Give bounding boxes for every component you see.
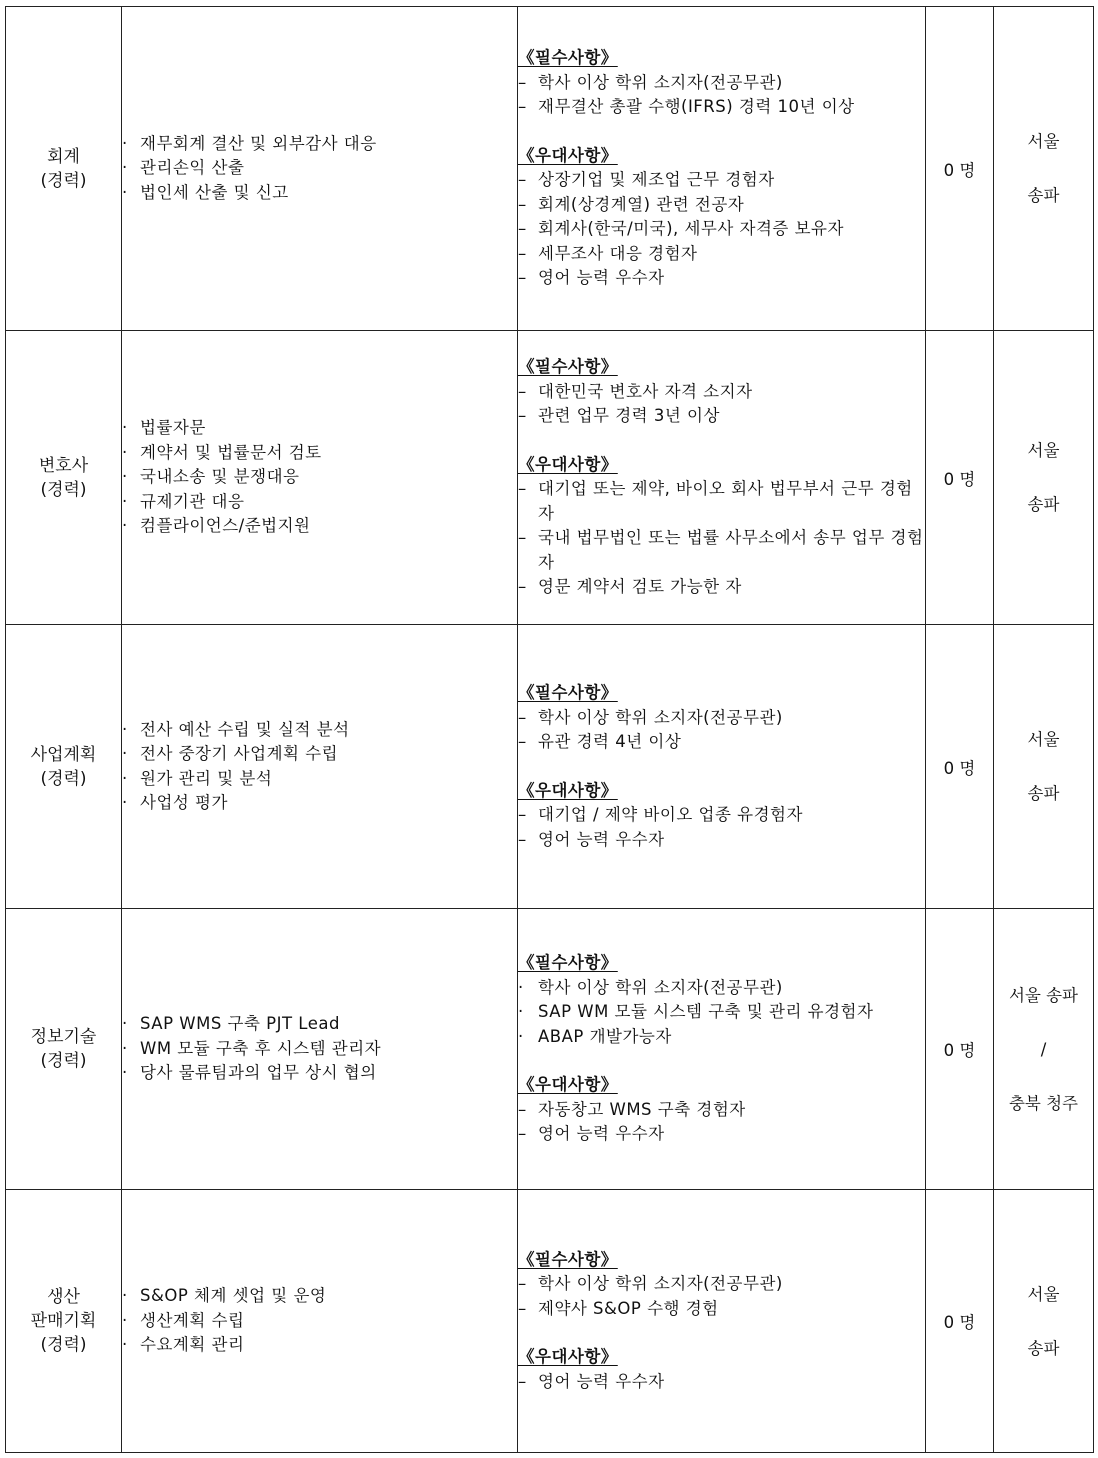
duty-item bbox=[122, 767, 517, 792]
preferred-item bbox=[518, 1370, 925, 1395]
item-marker: – bbox=[518, 1099, 527, 1119]
duty-text: 전사 중장기 사업계획 수립 bbox=[140, 744, 339, 763]
duty-item bbox=[122, 742, 517, 767]
section-gap bbox=[518, 1049, 925, 1073]
duty-item bbox=[122, 441, 517, 466]
duty-item bbox=[122, 490, 517, 515]
bullet-dot: · bbox=[122, 793, 128, 812]
job-row bbox=[6, 7, 1094, 331]
item-text: 학사 이상 학위 소지자(전공무관) bbox=[538, 977, 783, 997]
required-item bbox=[518, 1297, 925, 1322]
duty-item bbox=[122, 465, 517, 490]
item-text: 영어 능력 우수자 bbox=[538, 829, 665, 849]
required-item bbox=[518, 380, 925, 405]
bullet-dot: · bbox=[122, 1286, 128, 1306]
item-marker: · bbox=[518, 977, 524, 997]
headcount: 0 명 bbox=[943, 469, 976, 489]
item-text: 유관 경력 4년 이상 bbox=[538, 732, 682, 751]
duty-text: 국내소송 및 분쟁대응 bbox=[140, 467, 300, 487]
duty-item bbox=[122, 1037, 517, 1062]
bullet-dot: · bbox=[122, 182, 128, 202]
item-text: 영문 계약서 검토 가능한 자 bbox=[538, 577, 742, 597]
item-text: 학사 이상 학위 소지자(전공무관) bbox=[538, 707, 783, 727]
duty-item bbox=[122, 791, 517, 816]
job-title-line: (경력) bbox=[40, 1051, 87, 1071]
location-line: 송파 bbox=[1027, 784, 1060, 803]
duty-item bbox=[122, 1012, 517, 1037]
item-marker: – bbox=[518, 479, 527, 499]
item-marker: – bbox=[518, 381, 527, 401]
duty-text: 전사 예산 수립 및 실적 분석 bbox=[140, 719, 350, 739]
item-text: 학사 이상 학위 소지자(전공무관) bbox=[538, 72, 783, 92]
bullet-dot: · bbox=[122, 744, 128, 763]
job-title-cell bbox=[6, 7, 122, 331]
duty-text: 법인세 산출 및 신고 bbox=[140, 182, 289, 202]
requirements-cell bbox=[518, 7, 926, 331]
job-title-cell bbox=[6, 625, 122, 909]
job-title-line: 판매기획 bbox=[30, 1311, 97, 1331]
required-heading: 《필수사항》 bbox=[518, 953, 618, 973]
duty-text: 컴플라이언스/준법지원 bbox=[140, 516, 311, 536]
duty-item bbox=[122, 1333, 517, 1358]
section-gap bbox=[518, 429, 925, 453]
location-line: 송파 bbox=[1027, 495, 1060, 514]
item-text: 회계사(한국/미국), 세무사 자격증 보유자 bbox=[538, 219, 844, 239]
duty-item bbox=[122, 181, 517, 206]
location-cell bbox=[994, 331, 1094, 625]
location-line: 충북 청주 bbox=[1008, 1093, 1078, 1113]
item-text: 상장기업 및 제조업 근무 경험자 bbox=[538, 170, 775, 190]
bullet-dot: · bbox=[122, 1063, 128, 1083]
duties-cell bbox=[122, 7, 518, 331]
preferred-item bbox=[518, 828, 925, 853]
section-gap bbox=[518, 120, 925, 144]
duty-text: SAP WMS 구축 PJT Lead bbox=[140, 1014, 340, 1034]
job-row bbox=[6, 909, 1094, 1190]
duty-text: 수요계획 관리 bbox=[140, 1335, 245, 1355]
location-cell bbox=[994, 1190, 1094, 1453]
duty-item bbox=[122, 156, 517, 181]
location-spacer bbox=[994, 753, 1093, 780]
item-marker: – bbox=[518, 268, 527, 288]
job-title-line: 변호사 bbox=[38, 455, 89, 476]
bullet-dot: · bbox=[122, 1014, 128, 1034]
required-heading: 《필수사항》 bbox=[518, 48, 618, 68]
duty-text: 재무회계 결산 및 외부감사 대응 bbox=[140, 133, 377, 153]
duty-item bbox=[122, 718, 517, 743]
bullet-dot: · bbox=[122, 158, 128, 178]
location-cell bbox=[994, 7, 1094, 331]
duty-item bbox=[122, 416, 517, 441]
duty-text: 관리손익 산출 bbox=[140, 158, 245, 178]
bullet-dot: · bbox=[122, 719, 128, 739]
job-title-line: (경력) bbox=[40, 479, 87, 500]
job-title-line: 사업계획 bbox=[30, 744, 97, 765]
location-line: 서울 송파 bbox=[1008, 985, 1078, 1005]
duty-item bbox=[122, 1284, 517, 1309]
location-line: 송파 bbox=[1027, 1338, 1060, 1358]
section-gap bbox=[518, 1321, 925, 1345]
job-row bbox=[6, 331, 1094, 625]
item-marker: – bbox=[518, 707, 527, 727]
duties-cell bbox=[122, 625, 518, 909]
item-text: 재무결산 총괄 수행(IFRS) 경력 10년 이상 bbox=[538, 97, 855, 117]
bullet-dot: · bbox=[122, 516, 128, 536]
duty-text: 원가 관리 및 분석 bbox=[140, 768, 273, 788]
item-marker: – bbox=[518, 829, 527, 849]
item-marker: – bbox=[518, 194, 527, 214]
item-marker: – bbox=[518, 1298, 527, 1318]
bullet-dot: · bbox=[122, 442, 128, 462]
duty-text: 사업성 평가 bbox=[140, 793, 228, 812]
required-item bbox=[518, 1025, 925, 1050]
headcount-cell bbox=[926, 7, 994, 331]
item-text: 세무조사 대응 경험자 bbox=[538, 243, 698, 263]
preferred-item bbox=[518, 193, 925, 218]
location-line: 송파 bbox=[1027, 186, 1060, 205]
bullet-dot: · bbox=[122, 1335, 128, 1355]
item-marker: – bbox=[518, 577, 527, 597]
headcount-cell bbox=[926, 909, 994, 1190]
location-cell bbox=[994, 625, 1094, 909]
item-marker: – bbox=[518, 170, 527, 190]
item-text: 대기업 / 제약 바이오 업종 유경험자 bbox=[538, 805, 803, 824]
item-marker: – bbox=[518, 243, 527, 263]
item-text: 영어 능력 우수자 bbox=[538, 268, 665, 288]
duty-item bbox=[122, 1309, 517, 1334]
preferred-item bbox=[518, 217, 925, 242]
item-text: 국내 법무법인 또는 법률 사무소에서 송무 업무 경험 자 bbox=[538, 528, 924, 572]
job-title-line: (경력) bbox=[40, 170, 87, 191]
headcount-cell bbox=[926, 331, 994, 625]
item-marker: – bbox=[518, 805, 527, 824]
job-title-line: (경력) bbox=[40, 1335, 87, 1355]
item-text: 자동창고 WMS 구축 경험자 bbox=[538, 1099, 746, 1119]
required-item bbox=[518, 404, 925, 429]
job-title-cell bbox=[6, 1190, 122, 1453]
job-table bbox=[5, 6, 1094, 1453]
location-spacer bbox=[994, 155, 1093, 182]
requirements-cell bbox=[518, 331, 926, 625]
item-text: 회계(상경계열) 관련 전공자 bbox=[538, 194, 745, 214]
item-marker: – bbox=[518, 1371, 527, 1391]
bullet-dot: · bbox=[122, 1310, 128, 1330]
required-heading: 《필수사항》 bbox=[518, 683, 618, 702]
requirements-cell bbox=[518, 625, 926, 909]
section-gap bbox=[518, 755, 925, 779]
location-cell bbox=[994, 909, 1094, 1190]
item-marker: – bbox=[518, 732, 527, 751]
item-text: 학사 이상 학위 소지자(전공무관) bbox=[538, 1274, 783, 1294]
location-spacer bbox=[994, 1308, 1093, 1335]
preferred-item bbox=[518, 242, 925, 267]
bullet-dot: · bbox=[122, 491, 128, 511]
required-item bbox=[518, 976, 925, 1001]
duty-item bbox=[122, 1061, 517, 1086]
item-text: 대기업 또는 제약, 바이오 회사 법무부서 근무 경험자 bbox=[538, 479, 913, 523]
item-marker: – bbox=[518, 1124, 527, 1144]
job-row bbox=[6, 625, 1094, 909]
headcount-cell bbox=[926, 1190, 994, 1453]
job-row bbox=[6, 1190, 1094, 1453]
item-marker: – bbox=[518, 219, 527, 239]
item-text: 영어 능력 우수자 bbox=[538, 1371, 665, 1391]
job-title-cell bbox=[6, 909, 122, 1190]
location-line: 서울 bbox=[1027, 441, 1060, 460]
preferred-item bbox=[518, 168, 925, 193]
item-text: SAP WM 모듈 시스템 구축 및 관리 유경험자 bbox=[538, 1002, 874, 1022]
location-spacer bbox=[994, 1063, 1093, 1090]
bullet-dot: · bbox=[122, 1038, 128, 1058]
duty-text: 규제기관 대응 bbox=[140, 491, 245, 511]
required-item bbox=[518, 1000, 925, 1025]
location-line: 서울 bbox=[1027, 1284, 1060, 1304]
bullet-dot: · bbox=[122, 768, 128, 788]
item-marker: – bbox=[518, 72, 527, 92]
item-marker: · bbox=[518, 1002, 524, 1022]
item-marker: – bbox=[518, 1274, 527, 1294]
job-title-line: (경력) bbox=[40, 768, 87, 789]
item-text: 대한민국 변호사 자격 소지자 bbox=[538, 381, 753, 401]
duty-text: WM 모듈 구축 후 시스템 관리자 bbox=[140, 1038, 382, 1058]
duty-text: 당사 물류팀과의 업무 상시 협의 bbox=[140, 1063, 377, 1083]
duty-text: 생산계획 수립 bbox=[140, 1310, 245, 1330]
required-item bbox=[518, 706, 925, 731]
preferred-item bbox=[518, 803, 925, 828]
preferred-item bbox=[518, 477, 925, 526]
item-text: 관련 업무 경력 3년 이상 bbox=[538, 406, 720, 426]
job-title-line: 생산 bbox=[47, 1287, 80, 1307]
preferred-heading: 《우대사항》 bbox=[518, 454, 618, 474]
required-item bbox=[518, 95, 925, 120]
preferred-heading: 《우대사항》 bbox=[518, 1075, 618, 1095]
job-title-line: 회계 bbox=[47, 146, 80, 167]
item-marker: – bbox=[518, 97, 527, 117]
headcount: 0 명 bbox=[943, 758, 976, 778]
item-text: ABAP 개발가능자 bbox=[538, 1026, 672, 1046]
item-marker: – bbox=[518, 406, 527, 426]
required-item bbox=[518, 71, 925, 96]
headcount: 0 명 bbox=[943, 160, 976, 180]
job-title-line: 정보기술 bbox=[30, 1027, 97, 1047]
requirements-cell bbox=[518, 1190, 926, 1453]
location-line: 서울 bbox=[1027, 730, 1060, 749]
duties-cell bbox=[122, 331, 518, 625]
duty-text: 계약서 및 법률문서 검토 bbox=[140, 442, 322, 462]
item-marker: – bbox=[518, 528, 527, 548]
item-text: 제약사 S&OP 수행 경험 bbox=[538, 1298, 719, 1318]
preferred-heading: 《우대사항》 bbox=[518, 1347, 618, 1367]
preferred-item bbox=[518, 575, 925, 600]
item-marker: · bbox=[518, 1026, 524, 1046]
duty-item bbox=[122, 132, 517, 157]
requirements-cell bbox=[518, 909, 926, 1190]
bullet-dot: · bbox=[122, 133, 128, 153]
duty-text: S&OP 체계 셋업 및 운영 bbox=[140, 1286, 327, 1306]
location-spacer bbox=[994, 464, 1093, 491]
preferred-heading: 《우대사항》 bbox=[518, 780, 618, 800]
headcount-cell bbox=[926, 625, 994, 909]
preferred-heading: 《우대사항》 bbox=[518, 145, 618, 165]
preferred-item bbox=[518, 1122, 925, 1147]
item-text: 영어 능력 우수자 bbox=[538, 1124, 665, 1144]
duty-text: 법률자문 bbox=[140, 418, 206, 438]
preferred-item bbox=[518, 266, 925, 291]
required-heading: 《필수사항》 bbox=[518, 357, 618, 377]
preferred-item bbox=[518, 1098, 925, 1123]
job-title-cell bbox=[6, 331, 122, 625]
required-item bbox=[518, 1272, 925, 1297]
headcount: 0 명 bbox=[943, 1041, 976, 1060]
bullet-dot: · bbox=[122, 418, 128, 438]
location-line: 서울 bbox=[1027, 132, 1060, 151]
duties-cell bbox=[122, 1190, 518, 1453]
duty-item bbox=[122, 514, 517, 539]
headcount: 0 명 bbox=[943, 1313, 976, 1332]
bullet-dot: · bbox=[122, 467, 128, 487]
duties-cell bbox=[122, 909, 518, 1190]
required-heading: 《필수사항》 bbox=[518, 1249, 618, 1269]
preferred-item bbox=[518, 526, 925, 575]
required-item bbox=[518, 730, 925, 755]
location-spacer bbox=[994, 1009, 1093, 1036]
location-line: / bbox=[1040, 1039, 1047, 1059]
